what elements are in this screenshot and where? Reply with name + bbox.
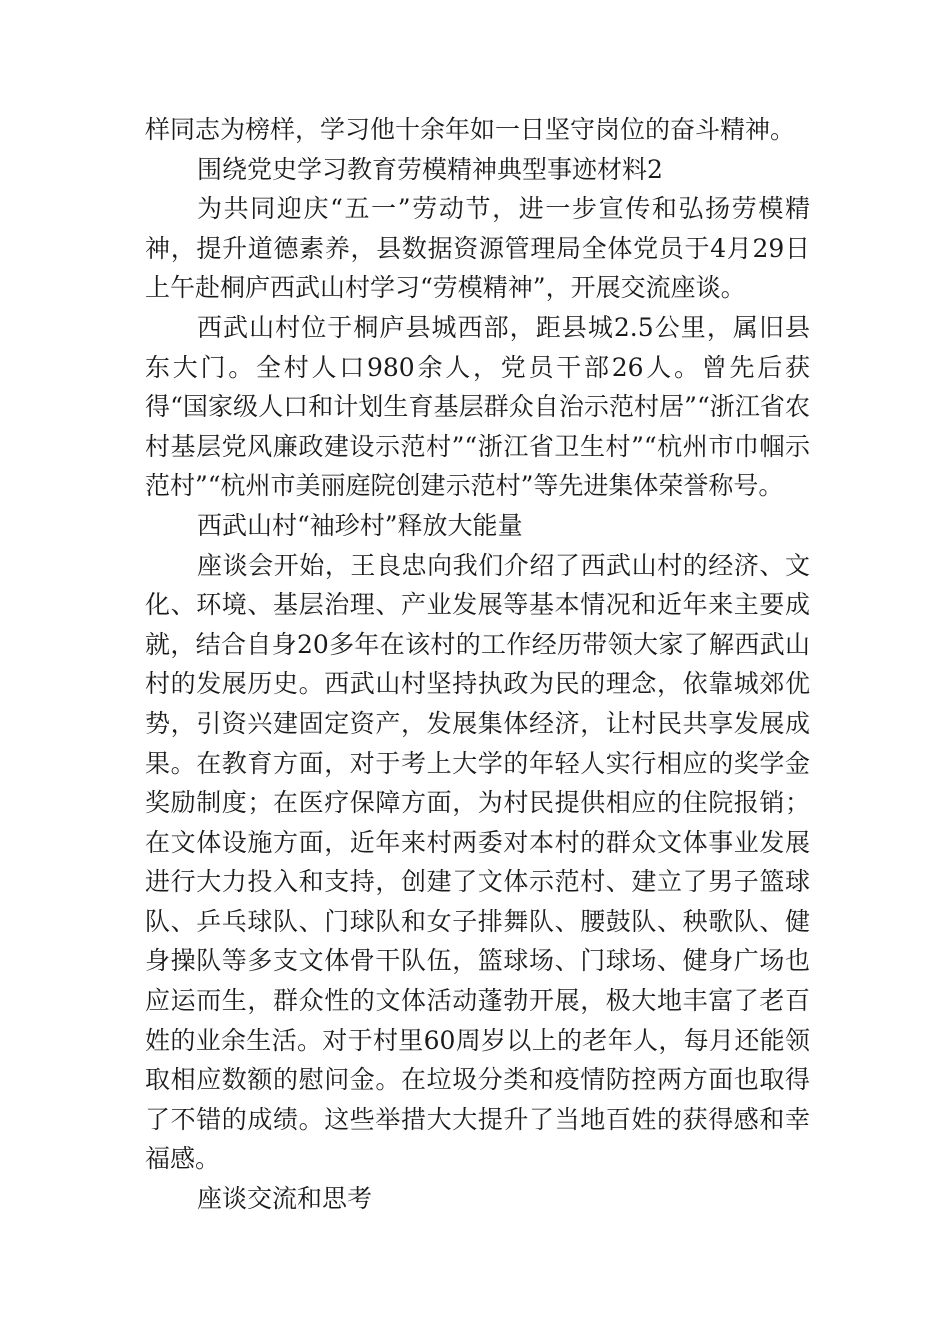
body-paragraph: 西武山村位于桐庐县城西部，距县城2.5公里，属旧县东大门。全村人口980余人，党员干部26人。曾先后获得“国家级人口和计划生育基层群众自治示范村居”“浙江省农村基层党风廉政建设示范村”“浙江省卫生村”“杭州市巾帼示范村”“杭州市美丽庭院创建示范村”等先进集体荣誉称号。 bbox=[145, 312, 810, 501]
section-title: 围绕党史学习教育劳模精神典型事迹材料2 bbox=[197, 154, 663, 184]
body-paragraph: 为共同迎庆“五一”劳动节，进一步宣传和弘扬劳模精神，提升道德素养，县数据资源管理局全体党员于4月29日上午赴桐庐西武山村学习“劳模精神”，开展交流座谈。 bbox=[145, 194, 810, 303]
body-paragraph: 座谈会开始，王良忠向我们介绍了西武山村的经济、文化、环境、基层治理、产业发展等基本情况和近年来主要成就，结合自身20多年在该村的工作经历带领大家了解西武山村的发展历史。西武山村坚持执政为民的理念，依靠城郊优势，引资兴建固定资产，发展集体经济，让村民共享发展成果。在教育方面，对于考上大学的年轻人实行相应的奖学金奖励制度；在医疗保障方面，为村民提供相应的住院报销；在文体设施方面，近年来村两委对本村的群众文体事业发展进行大力投入和支持，创建了文体示范村、建立了男子篮球队、乒乓球队、门球队和女子排舞队、腰鼓队、秧歌队、健身操队等多支文体骨干队伍，篮球场、门球场、健身广场也应运而生，群众性的文体活动蓬勃开展，极大地丰富了老百姓的业余生活。对于村里60周岁以上的老年人，每月还能领取相应数额的慰问金。在垃圾分类和疫情防控两方面也取得了不错的成绩。这些举措大大提升了当地百姓的获得感和幸福感。 bbox=[145, 550, 810, 1174]
subheading: 座谈交流和思考 bbox=[197, 1184, 373, 1214]
document-page bbox=[145, 110, 810, 1219]
subheading: 西武山村“袖珍村”释放大能量 bbox=[197, 510, 523, 540]
paragraph-continuation: 样同志为榜样，学习他十余年如一日坚守岗位的奋斗精神。 bbox=[145, 115, 796, 144]
